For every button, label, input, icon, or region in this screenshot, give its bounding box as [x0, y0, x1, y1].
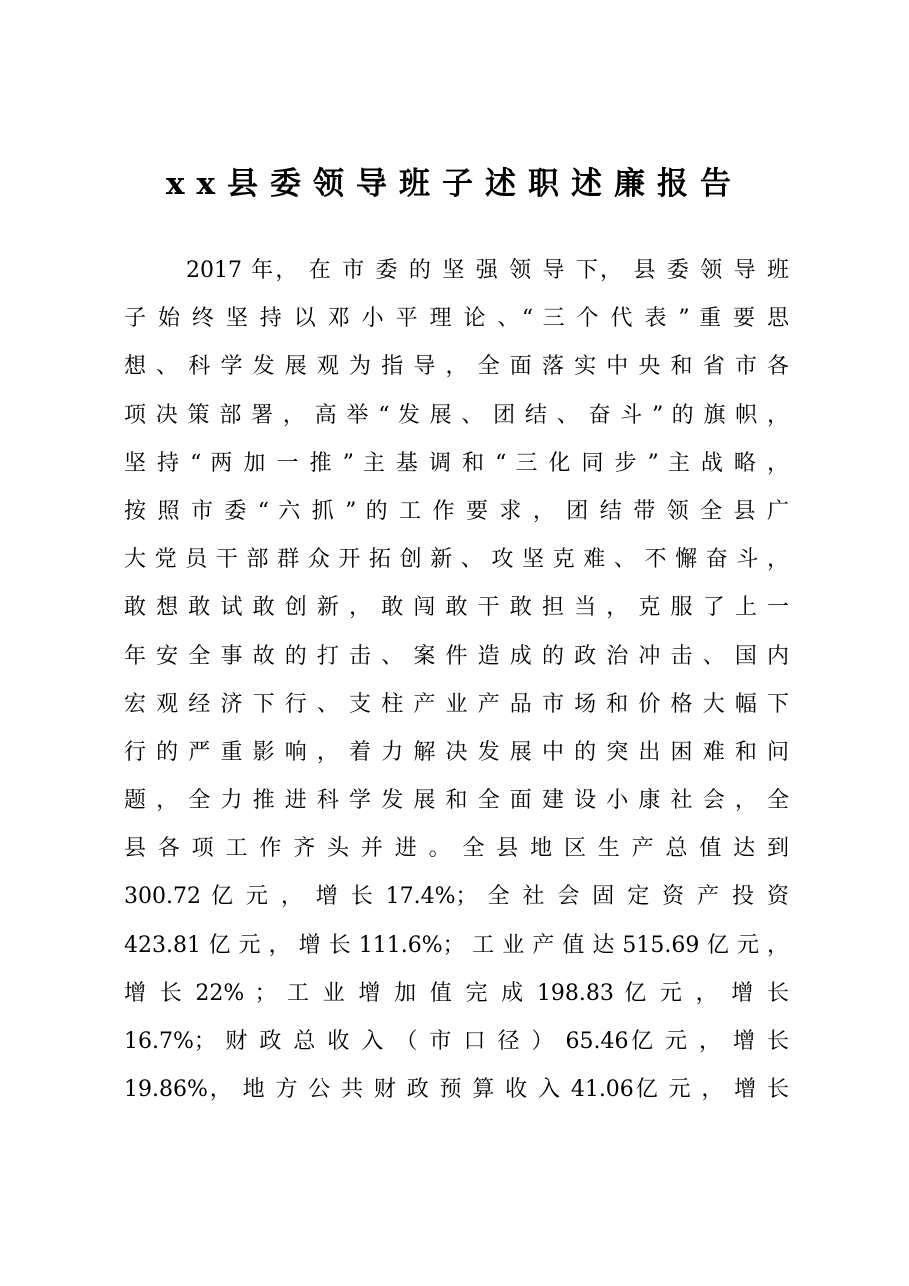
text-line: 县 各 项 工 作 齐 头 并 进 。 全 县 地 区 生 产 总 值 达 到 — [124, 836, 789, 862]
text-line: 想 、 科 学 发 展 观 为 指 导 ， 全 面 落 实 中 央 和 省 市 各 — [124, 354, 789, 380]
text-line: 行 的 严 重 影 响 ， 着 力 解 决 发 展 中 的 突 出 困 难 和 问 — [124, 739, 789, 765]
text-line: 题 ， 全 力 推 进 科 学 发 展 和 全 面 建 设 小 康 社 会 ， 全 — [124, 788, 789, 814]
text-line: 16.7%； 财 政 总 收 入 （ 市 口 径 ） 65.46亿 元 ， 增 长 — [124, 1029, 789, 1054]
text-line: 坚 持 “ 两 加 一 推 ” 主 基 调 和 “ 三 化 同 步 ” 主 战 略 ， — [124, 450, 789, 476]
body-paragraph — [124, 247, 789, 1114]
text-line: 增 长 22% ； 工 业 增 加 值 完 成 198.83 亿 元 ， 增 长 — [124, 980, 789, 1006]
text-line: 项 决 策 部 署 ， 高 举 “ 发 展 、 团 结 、 奋 斗 ” 的 旗 帜 ， — [124, 402, 789, 428]
text-line: 敢 想 敢 试 敢 创 新 ， 敢 闯 敢 干 敢 担 当 ， 克 服 了 上 一 — [124, 595, 789, 621]
text-line: 按 照 市 委 “ 六 抓 ” 的 工 作 要 求 ， 团 结 带 领 全 县 广 — [124, 498, 789, 524]
text-line: 423.81 亿 元 ， 增 长 111.6%； 工 业 产 值 达 515.69 亿 元 ， — [124, 932, 789, 958]
text-line: 年 安 全 事 故 的 打 击 、 案 件 造 成 的 政 治 冲 击 、 国 内 — [124, 643, 789, 669]
text-line: 宏 观 经 济 下 行 、 支 柱 产 业 产 品 市 场 和 价 格 大 幅 下 — [124, 691, 789, 717]
text-line: 19.86%， 地 方 公 共 财 政 预 算 收 入 41.06亿 元 ， 增 长 — [124, 1077, 790, 1103]
text-line: 子 始 终 坚 持 以 邓 小 平 理 论 、“ 三 个 代 表 ” 重 要 思 — [124, 306, 789, 332]
document-title: xx县委领导班子述职述廉报告 — [166, 166, 743, 202]
text-line: 2017 年， 在 市 委 的 坚 强 领 导 下， 县 委 领 导 班 — [186, 258, 789, 283]
text-line: 300.72 亿 元 ， 增 长 17.4%； 全 社 会 固 定 资 产 投 资 — [124, 884, 789, 910]
text-line: 大 党 员 干 部 群 众 开 拓 创 新 、 攻 坚 克 难 、 不 懈 奋 斗 ， — [124, 547, 789, 573]
